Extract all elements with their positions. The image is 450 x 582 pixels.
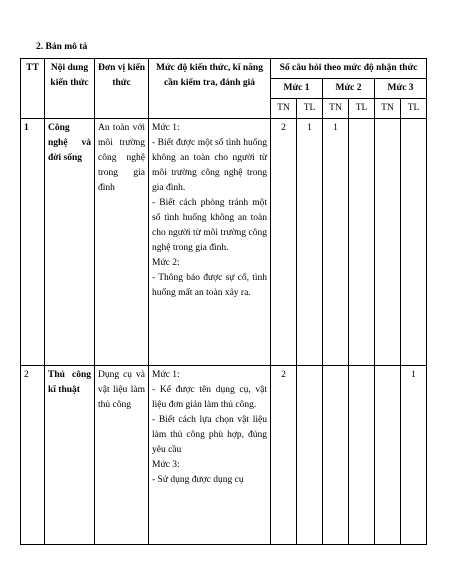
count-cell <box>349 366 375 545</box>
header-level-2: Mức 2 <box>323 79 375 99</box>
row-number: 2 <box>21 366 45 545</box>
header-sub-tl: TL <box>401 99 427 119</box>
description-line: Mức 2: <box>152 258 180 268</box>
description-line: Mức 3: <box>152 460 180 470</box>
count-cell <box>323 366 349 545</box>
count-cell: 2 <box>271 119 297 366</box>
count-cell: 1 <box>297 119 323 366</box>
description-line: - Kể được tên dụng cụ, vật liệu đơn giản làm thủ công. <box>152 385 267 410</box>
table-row <box>21 119 427 366</box>
count-cell: 1 <box>323 119 349 366</box>
count-cell <box>375 119 401 366</box>
header-sub-tn: TN <box>375 99 401 119</box>
description-line: Mức 1: <box>152 123 180 133</box>
count-cell <box>401 119 427 366</box>
header-tt: TT <box>21 59 45 119</box>
header-level-3: Mức 3 <box>375 79 427 99</box>
count-cell <box>297 366 323 545</box>
description-line: - Thông báo được sự cố, tình huống mất an toàn xảy ra. <box>152 273 267 298</box>
specification-table <box>20 58 427 545</box>
description-line: - Biết được một số tình huống không an toàn cho người từ môi trường công nghệ trong gia đình. <box>152 138 267 193</box>
header-question-count: Số câu hỏi theo mức độ nhận thức <box>271 59 427 79</box>
row-unit: Dụng cụ và vật liệu làm thủ công <box>95 366 149 545</box>
header-sub-tn: TN <box>271 99 297 119</box>
table-row <box>21 366 427 545</box>
row-number: 1 <box>21 119 45 366</box>
header-sub-tn: TN <box>323 99 349 119</box>
description-line: - Biết cách phòng tránh một số tình huống không an toàn cho người từ môi trường công nghệ trong gia đình. <box>152 198 267 253</box>
row-content: Công nghệ và đời sống <box>45 119 95 366</box>
header-level-description: Mức độ kiến thức, kĩ năng cần kiểm tra, đánh giá <box>149 59 271 119</box>
count-cell <box>375 366 401 545</box>
count-cell: 1 <box>401 366 427 545</box>
count-cell <box>349 119 375 366</box>
row-unit: An toàn với môi trường công nghệ trong gia đình <box>95 119 149 366</box>
count-cell: 2 <box>271 366 297 545</box>
header-sub-tl: TL <box>297 99 323 119</box>
section-title: 2. Bản mô tả <box>36 42 88 52</box>
header-content: Nội dung kiến thức <box>45 59 95 119</box>
description-line: - Sử dụng được dụng cụ <box>152 475 244 485</box>
row-description <box>149 366 271 545</box>
header-sub-tl: TL <box>349 99 375 119</box>
header-level-1: Mức 1 <box>271 79 323 99</box>
row-description <box>149 119 271 366</box>
description-line: Mức 1: <box>152 370 180 380</box>
header-unit: Đơn vị kiến thức <box>95 59 149 119</box>
description-line: - Biết cách lựa chọn vật liệu làm thủ công phù hợp, đúng yêu cầu <box>152 415 267 455</box>
row-content: Thủ công kĩ thuật <box>45 366 95 545</box>
